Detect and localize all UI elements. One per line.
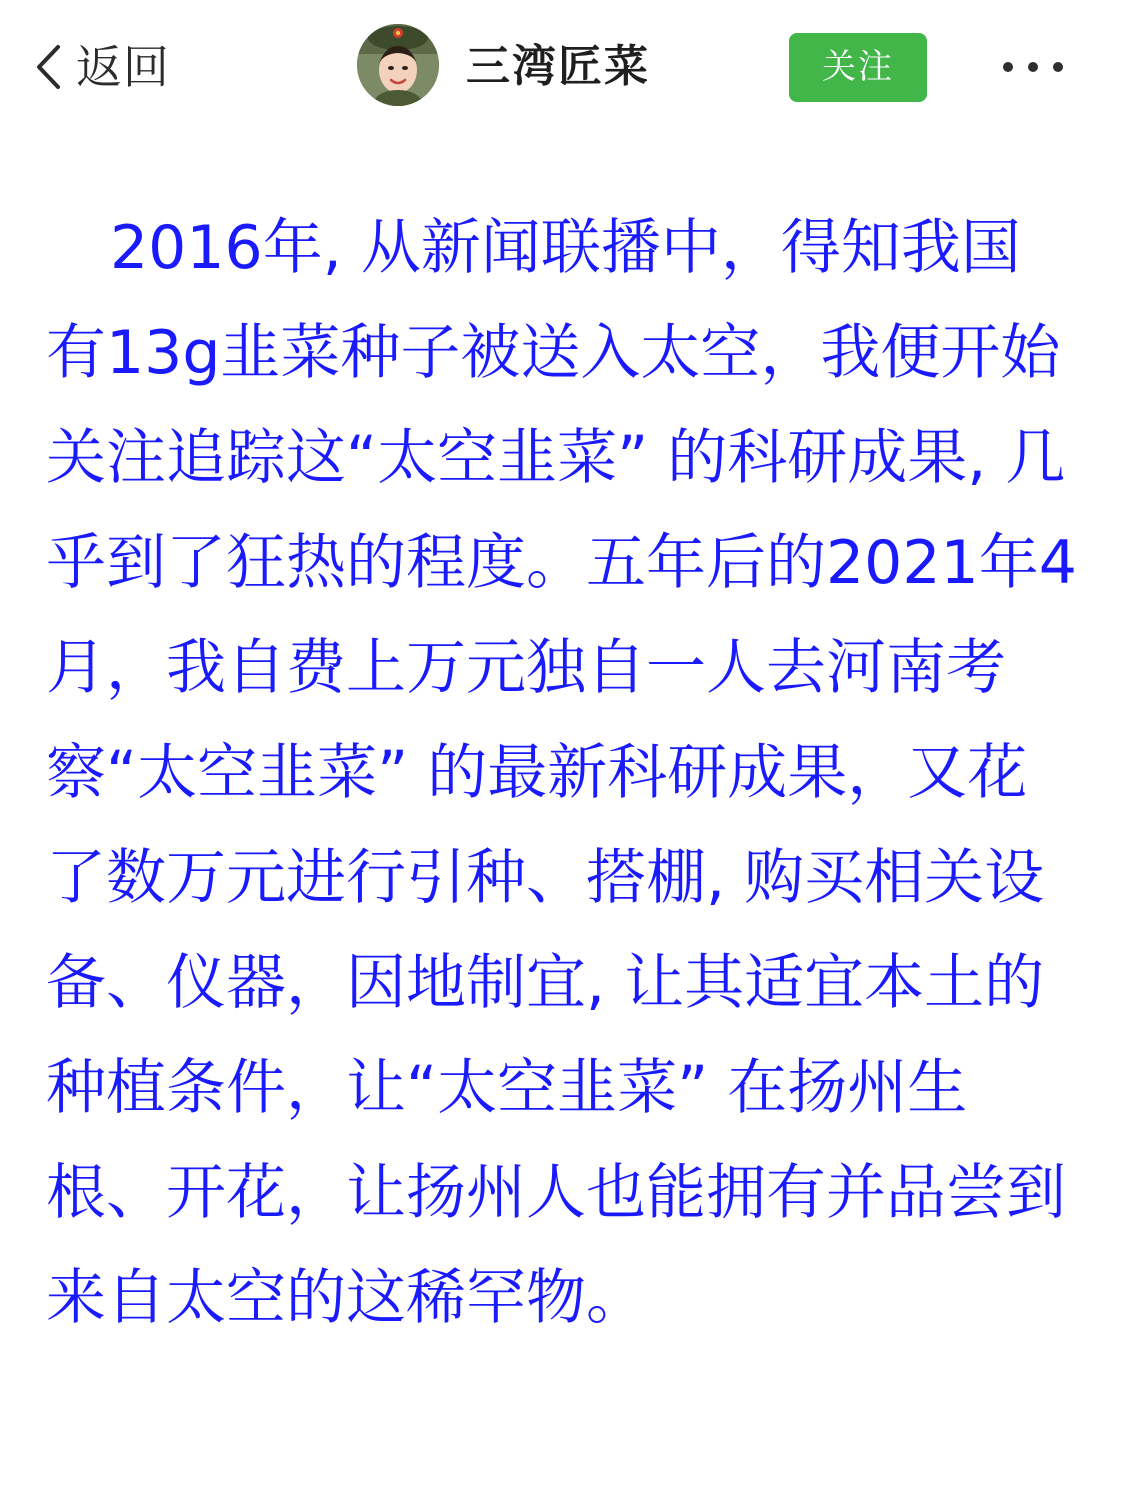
dot xyxy=(1003,62,1013,72)
dot xyxy=(1028,62,1038,72)
avatar[interactable] xyxy=(357,24,439,106)
back-label: 返回 xyxy=(76,40,170,94)
article-paragraph: 2016年, 从新闻联播中，得知我国有13g韭菜种子被送入太空，我便开始关注追踪这“太空韭菜” 的科研成果, 几乎到了狂热的程度。五年后的2021年4月，我自费上万元独自一人去河南考察“太空韭菜” 的最新科研成果，又花了数万元进行引种、搭棚, 购买相关设备、仪器，因地制宜, 让其适宜本土的种植条件，让“太空韭菜” 在扬州生根、开花，让扬州人也能拥有并品尝到来自太空的这稀罕物。 xyxy=(46,213,1077,1333)
account-name: 三湾匠菜 xyxy=(466,41,650,92)
more-dots-icon[interactable] xyxy=(1003,50,1063,84)
top-navigation-bar xyxy=(0,0,1125,135)
chevron-left-icon xyxy=(34,43,62,91)
dot xyxy=(1053,62,1063,72)
follow-button[interactable]: 关注 xyxy=(789,33,927,102)
back-button[interactable] xyxy=(34,36,170,98)
article-body xyxy=(46,196,1080,1476)
